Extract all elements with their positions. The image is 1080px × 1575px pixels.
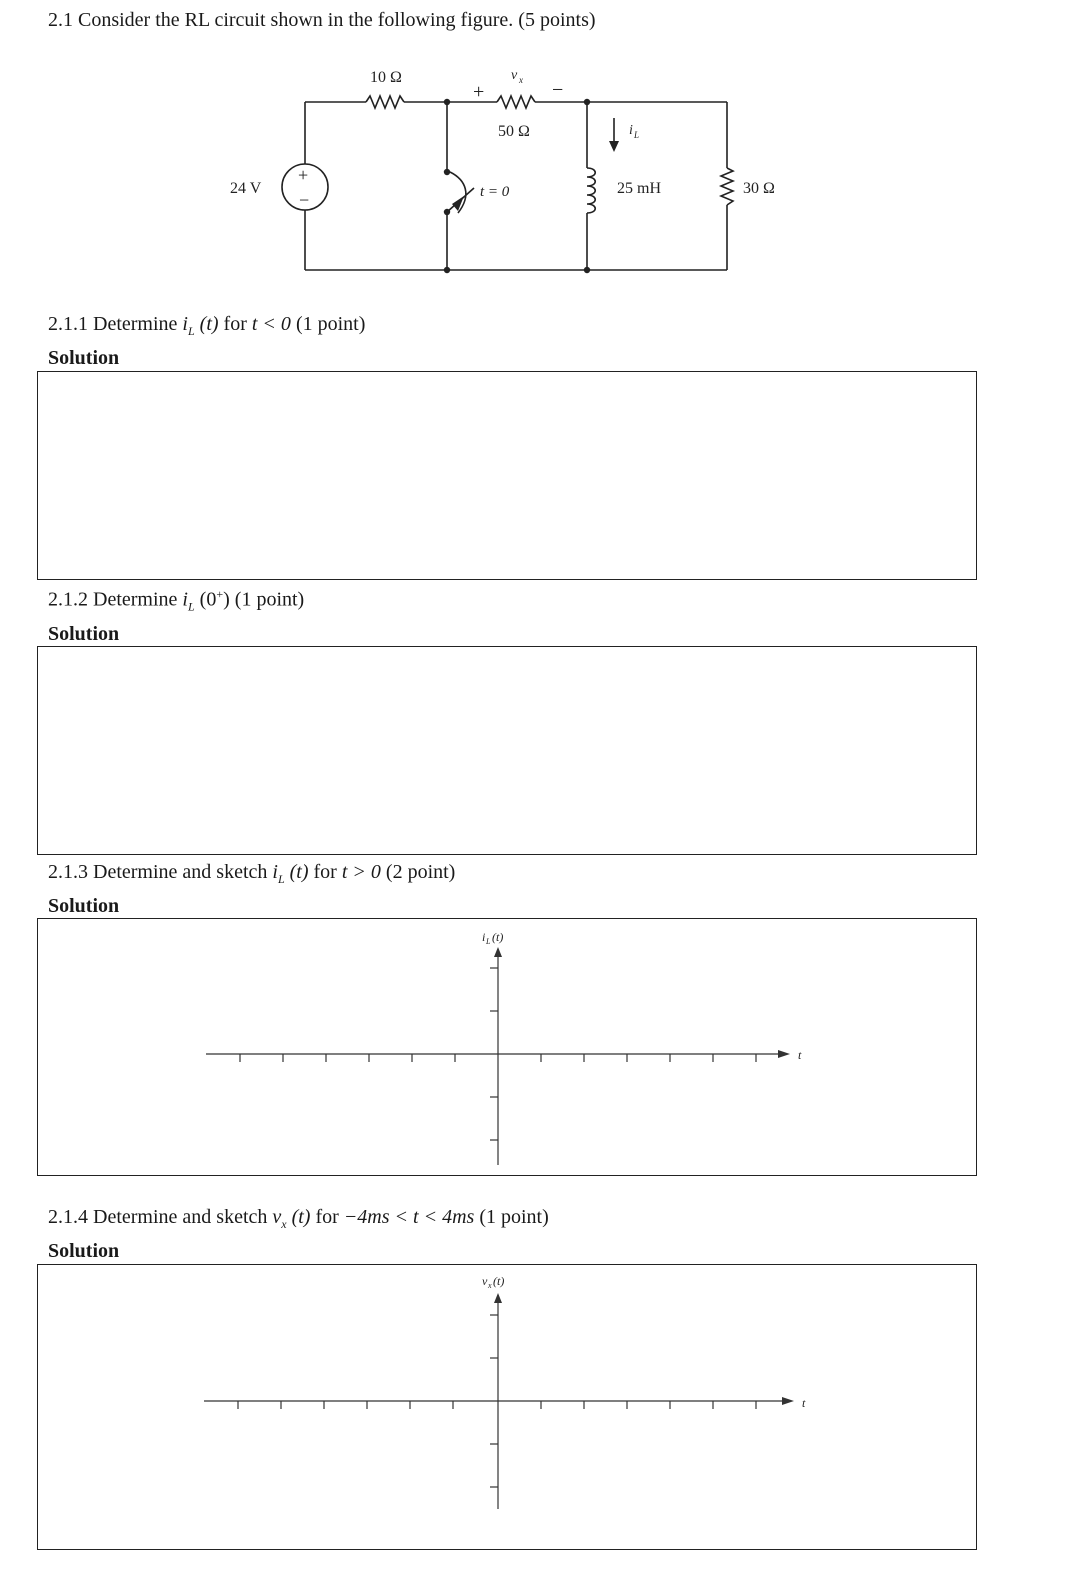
for-word: for: [223, 313, 247, 335]
question-2-1-3: [48, 861, 455, 887]
label-50ohm: 50 Ω: [498, 123, 530, 140]
time-condition: t < 0: [251, 313, 291, 335]
label-il: i: [629, 123, 633, 138]
il-sketch-axes: [38, 919, 976, 1175]
label-il-sub: L: [634, 130, 640, 140]
y-axis-arrow: [494, 947, 502, 957]
time-condition: −4ms < t < 4ms: [343, 1206, 475, 1228]
points-label: (1 point): [234, 588, 305, 611]
x-axis-arrow: [782, 1397, 794, 1405]
question-number: 2.1.3 Determine and sketch: [48, 861, 268, 883]
points-label: (1 point): [295, 313, 366, 335]
answer-box-2-1-4[interactable]: [37, 1264, 977, 1550]
label-vx: v: [511, 68, 518, 83]
rl-circuit-diagram: [0, 0, 1080, 300]
x-axis-label: t: [798, 1048, 802, 1062]
for-word: for: [315, 1206, 339, 1228]
question-2-1-2: [48, 587, 304, 615]
y-axis-label-arg: (t): [493, 1274, 505, 1288]
time-argument: (t): [291, 1206, 311, 1228]
current-subscript: L: [187, 324, 195, 338]
points-label: (1 point): [479, 1206, 549, 1228]
vx-plus-sign: +: [473, 81, 485, 103]
current-symbol: i: [182, 588, 188, 611]
switch-contact-dot: [444, 169, 450, 175]
time-argument: (t): [199, 313, 219, 335]
label-30ohm: 30 Ω: [743, 180, 775, 197]
current-symbol: i: [182, 313, 188, 335]
voltage-symbol: v: [272, 1206, 282, 1228]
vx-minus-sign: −: [552, 79, 564, 101]
vx-sketch-axes: [38, 1265, 976, 1549]
junction-dot: [444, 267, 450, 273]
argument-open: (0: [199, 588, 217, 611]
problem-title: 2.1 Consider the RL circuit shown in the following figure. (5 points): [48, 9, 596, 31]
answer-box-2-1-1[interactable]: [37, 371, 977, 580]
switch-arrow-head: [452, 196, 464, 211]
argument-superscript: +: [216, 587, 224, 601]
solution-label-4: Solution: [48, 1240, 120, 1262]
current-arrow-head: [609, 141, 619, 152]
label-vx-sub: x: [519, 75, 523, 85]
solution-label-2: Solution: [48, 623, 120, 645]
question-number: 2.1.1 Determine: [48, 313, 178, 335]
argument-close: ): [223, 588, 230, 611]
y-axis-label: v: [482, 1274, 488, 1288]
y-axis-label: i: [482, 930, 486, 944]
source-plus-sign: +: [298, 165, 309, 185]
current-subscript: L: [187, 599, 195, 614]
solution-label-1: Solution: [48, 347, 120, 369]
y-axis-label-sub: L: [486, 937, 491, 946]
question-number: 2.1.2 Determine: [48, 588, 178, 611]
resistor-50ohm-zigzag: [497, 96, 535, 108]
current-symbol: i: [272, 861, 278, 883]
y-axis-label-arg: (t): [492, 930, 504, 944]
x-axis-label: t: [802, 1396, 806, 1410]
y-axis-label-sub: x: [488, 1281, 492, 1290]
label-24v: 24 V: [230, 180, 262, 197]
question-number: 2.1.4 Determine and sketch: [48, 1206, 268, 1228]
time-argument: (t): [289, 861, 309, 883]
x-axis-ticks: [238, 1401, 756, 1409]
solution-label-3: Solution: [48, 895, 120, 917]
resistor-10ohm-zigzag: [366, 96, 404, 108]
label-switch-time: t = 0: [480, 184, 510, 200]
current-subscript: L: [277, 872, 285, 886]
question-2-1-1: [48, 313, 365, 339]
x-axis-arrow: [778, 1050, 790, 1058]
for-word: for: [313, 861, 337, 883]
inductor-coil: [587, 168, 595, 213]
label-10ohm: 10 Ω: [370, 69, 402, 86]
points-label: (2 point): [385, 861, 456, 883]
time-condition: t > 0: [341, 861, 381, 883]
resistor-30ohm-zigzag: [721, 168, 733, 205]
junction-dot: [444, 99, 450, 105]
voltage-subscript: x: [281, 1217, 287, 1231]
y-axis-arrow: [494, 1293, 502, 1303]
answer-box-2-1-3[interactable]: [37, 918, 977, 1176]
junction-dot: [584, 267, 590, 273]
switch-pivot-dot: [444, 209, 450, 215]
label-25mh: 25 mH: [617, 180, 661, 197]
answer-box-2-1-2[interactable]: [37, 646, 977, 855]
source-minus-sign: −: [299, 190, 310, 210]
question-2-1-4: [48, 1206, 549, 1232]
junction-dot: [584, 99, 590, 105]
